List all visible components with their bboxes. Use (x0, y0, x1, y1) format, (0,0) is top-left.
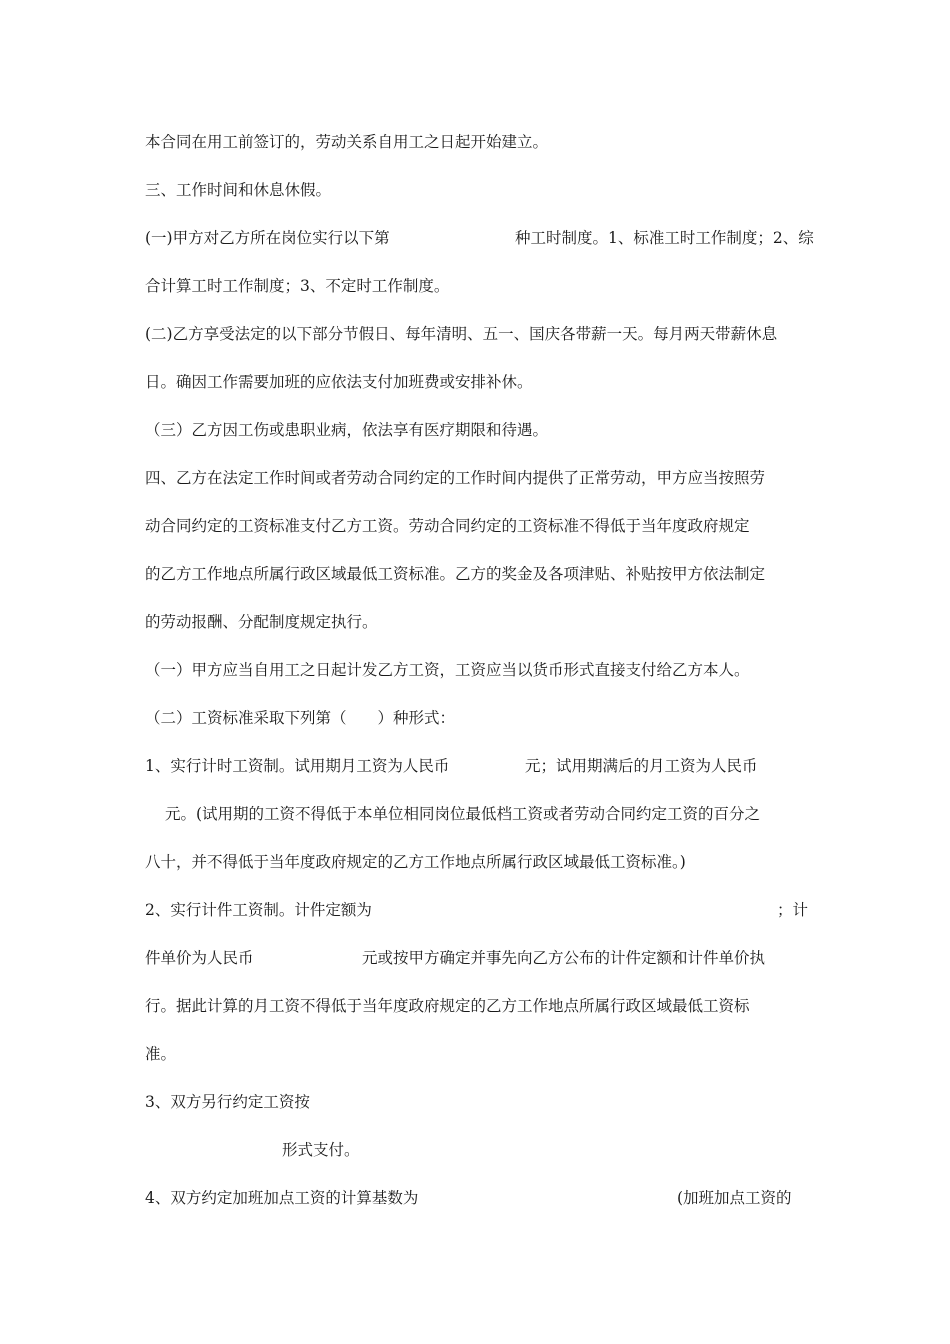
section-heading: 四、乙方在法定工作时间或者劳动合同约定的工作时间内提供了正常劳动，甲方应当按照劳 (145, 469, 766, 487)
paragraph-line: 动合同约定的工资标准支付乙方工资。劳动合同约定的工资标准不得低于当年度政府规定 (145, 517, 750, 535)
section-heading: 三、工作时间和休息休假。 (145, 181, 332, 199)
paragraph-line: 八十，并不得低于当年度政府规定的乙方工作地点所属行政区域最低工资标准。) (145, 853, 686, 871)
paragraph-line (145, 1188, 810, 1208)
paragraph-line: （二）工资标准采取下列第（ ）种形式： (145, 709, 456, 727)
paragraph-line: 元。(试用期的工资不得低于本单位相同岗位最低档工资或者劳动合同约定工资的百分之 (165, 805, 761, 823)
paragraph-line: 本合同在用工前签订的，劳动关系自用工之日起开始建立。 (145, 133, 549, 151)
paragraph-line: 的乙方工作地点所属行政区域最低工资标准。乙方的奖金及各项津贴、补贴按甲方依法制定 (145, 565, 766, 583)
paragraph-line: 形式支付。 (282, 1141, 360, 1159)
text-segment: 元；试用期满后的月工资为人民币 (525, 757, 758, 775)
paragraph-line (145, 756, 810, 776)
paragraph-line: (二)乙方享受法定的以下部分节假日、每年清明、五一、国庆各带薪一天。每月两天带薪休息 (145, 325, 778, 343)
paragraph-line: （一）甲方应当自用工之日起计发乙方工资，工资应当以货币形式直接支付给乙方本人。 (145, 661, 750, 679)
paragraph-line: 合计算工时工作制度；3、不定时工作制度。 (145, 277, 450, 295)
paragraph-line (145, 948, 810, 968)
text-segment: (加班加点工资的 (677, 1189, 792, 1207)
text-segment: 种工时制度。1、标准工时工作制度；2、综 (515, 229, 814, 247)
paragraph-line: 准。 (145, 1045, 177, 1063)
paragraph-line: 的劳动报酬、分配制度规定执行。 (145, 613, 378, 631)
text-segment: 4、双方约定加班加点工资的计算基数为 (145, 1189, 419, 1207)
text-segment: 1、实行计时工资制。试用期月工资为人民币 (145, 757, 450, 775)
paragraph-line: 日。确因工作需要加班的应依法支付加班费或安排补休。 (145, 373, 533, 391)
paragraph-line: 行。据此计算的月工资不得低于当年度政府规定的乙方工作地点所属行政区域最低工资标 (145, 997, 750, 1015)
text-segment: 元或按甲方确定并事先向乙方公布的计件定额和计件单价执 (362, 949, 766, 967)
paragraph-line: （三）乙方因工伤或患职业病，依法享有医疗期限和待遇。 (145, 421, 549, 439)
paragraph-line (145, 228, 814, 248)
text-segment: (一)甲方对乙方所在岗位实行以下第 (145, 229, 390, 247)
text-segment: 2、实行计件工资制。计件定额为 (145, 901, 372, 919)
paragraph-line: 3、双方另行约定工资按 (145, 1093, 310, 1111)
text-segment: ；计 (777, 901, 809, 919)
paragraph-line (145, 900, 810, 920)
text-segment: 件单价为人民币 (145, 949, 254, 967)
